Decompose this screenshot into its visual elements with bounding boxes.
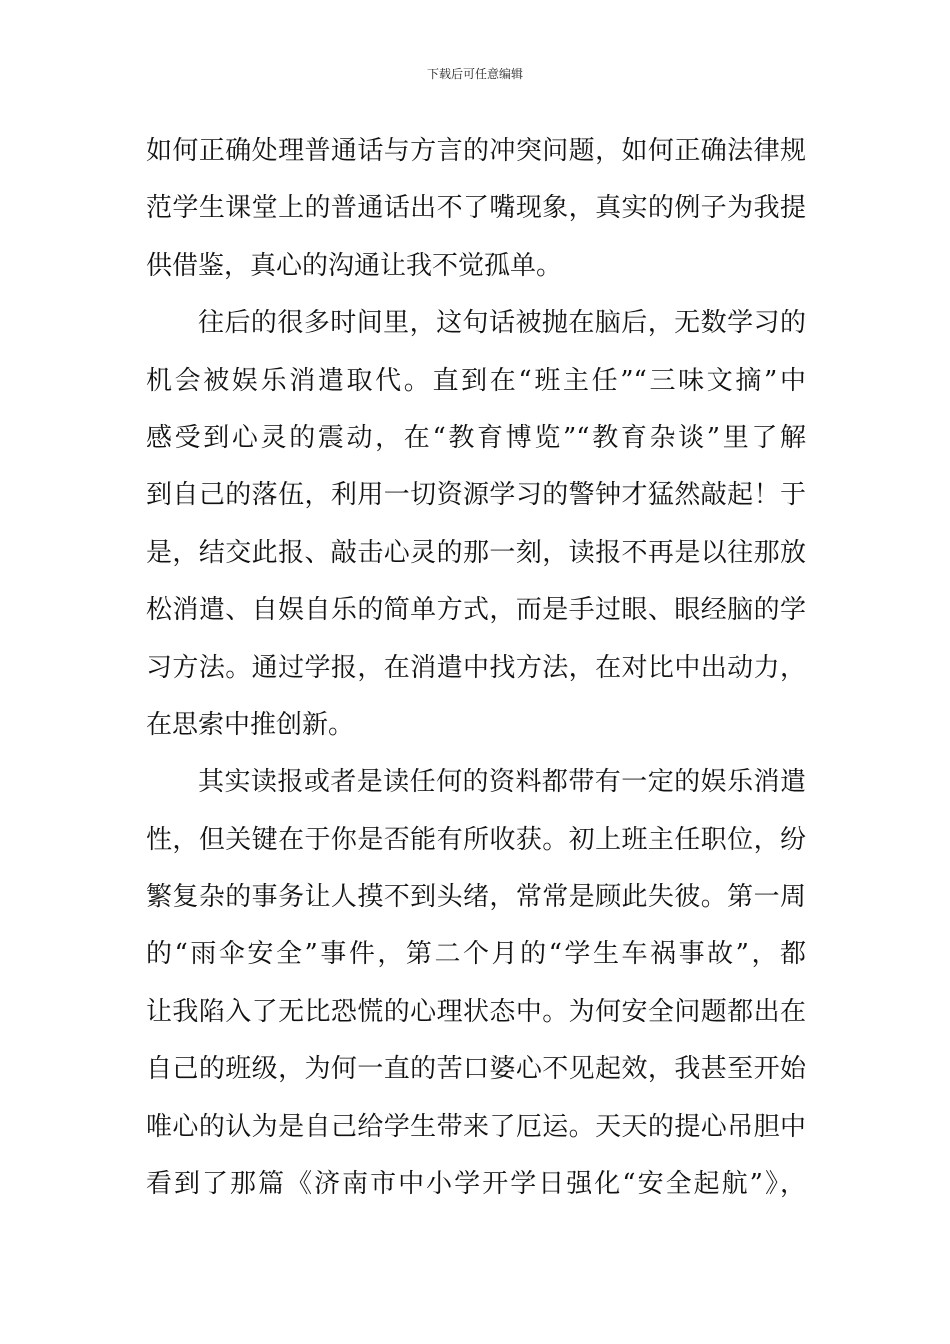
paragraph-3-line-7: 唯心的认为是自己给学生带来了厄运。天天的提心吊胆中 bbox=[146, 1111, 806, 1142]
paragraph-3-line-6: 自己的班级，为何一直的苦口婆心不见起效，我甚至开始 bbox=[146, 1054, 806, 1085]
paragraph-1-line-2: 范学生课堂上的普通话出不了嘴现象，真实的例子为我提 bbox=[146, 193, 806, 224]
paragraph-3-line-1: 其实读报或者是读任何的资料都带有一定的娱乐消遣 bbox=[198, 767, 806, 798]
paragraph-3-line-2: 性，但关键在于你是否能有所收获。初上班主任职位，纷 bbox=[146, 824, 806, 855]
paragraph-3-line-4: 的“雨伞安全”事件，第二个月的“学生车祸事故”，都 bbox=[146, 939, 806, 970]
paragraph-3-line-8: 看到了那篇《济南市中小学开学日强化“安全起航”》， bbox=[146, 1169, 806, 1200]
document-body bbox=[146, 123, 806, 1213]
paragraph-2-line-8: 在思索中推创新。 bbox=[146, 709, 355, 740]
paragraph-1-line-3: 供借鉴，真心的沟通让我不觉孤单。 bbox=[146, 250, 563, 281]
paragraph-2-line-3: 感受到心灵的震动，在“教育博览”“教育杂谈”里了解 bbox=[146, 422, 806, 453]
paragraph-2-line-1: 往后的很多时间里，这句话被抛在脑后，无数学习的 bbox=[198, 308, 806, 339]
paragraph-3-line-3: 繁复杂的事务让人摸不到头绪，常常是顾此失彼。第一周 bbox=[146, 882, 806, 913]
paragraph-2-line-7: 习方法。通过学报，在消遣中找方法，在对比中出动力， bbox=[146, 652, 806, 683]
paragraph-2-line-5: 是，结交此报、敲击心灵的那一刻，读报不再是以往那放 bbox=[146, 537, 806, 568]
paragraph-3-line-5: 让我陷入了无比恐慌的心理状态中。为何安全问题都出在 bbox=[146, 996, 806, 1027]
paragraph-2-line-2: 机会被娱乐消遣取代。直到在“班主任”“三味文摘”中 bbox=[146, 365, 806, 396]
paragraph-1-line-1: 如何正确处理普通话与方言的冲突问题，如何正确法律规 bbox=[146, 136, 806, 166]
paragraph-2-line-4: 到自己的落伍，利用一切资源学习的警钟才猛然敲起！于 bbox=[146, 480, 806, 511]
paragraph-2-line-6: 松消遣、自娱自乐的简单方式，而是手过眼、眼经脑的学 bbox=[146, 595, 806, 626]
page-header: 下载后可任意编辑 bbox=[426, 67, 523, 81]
